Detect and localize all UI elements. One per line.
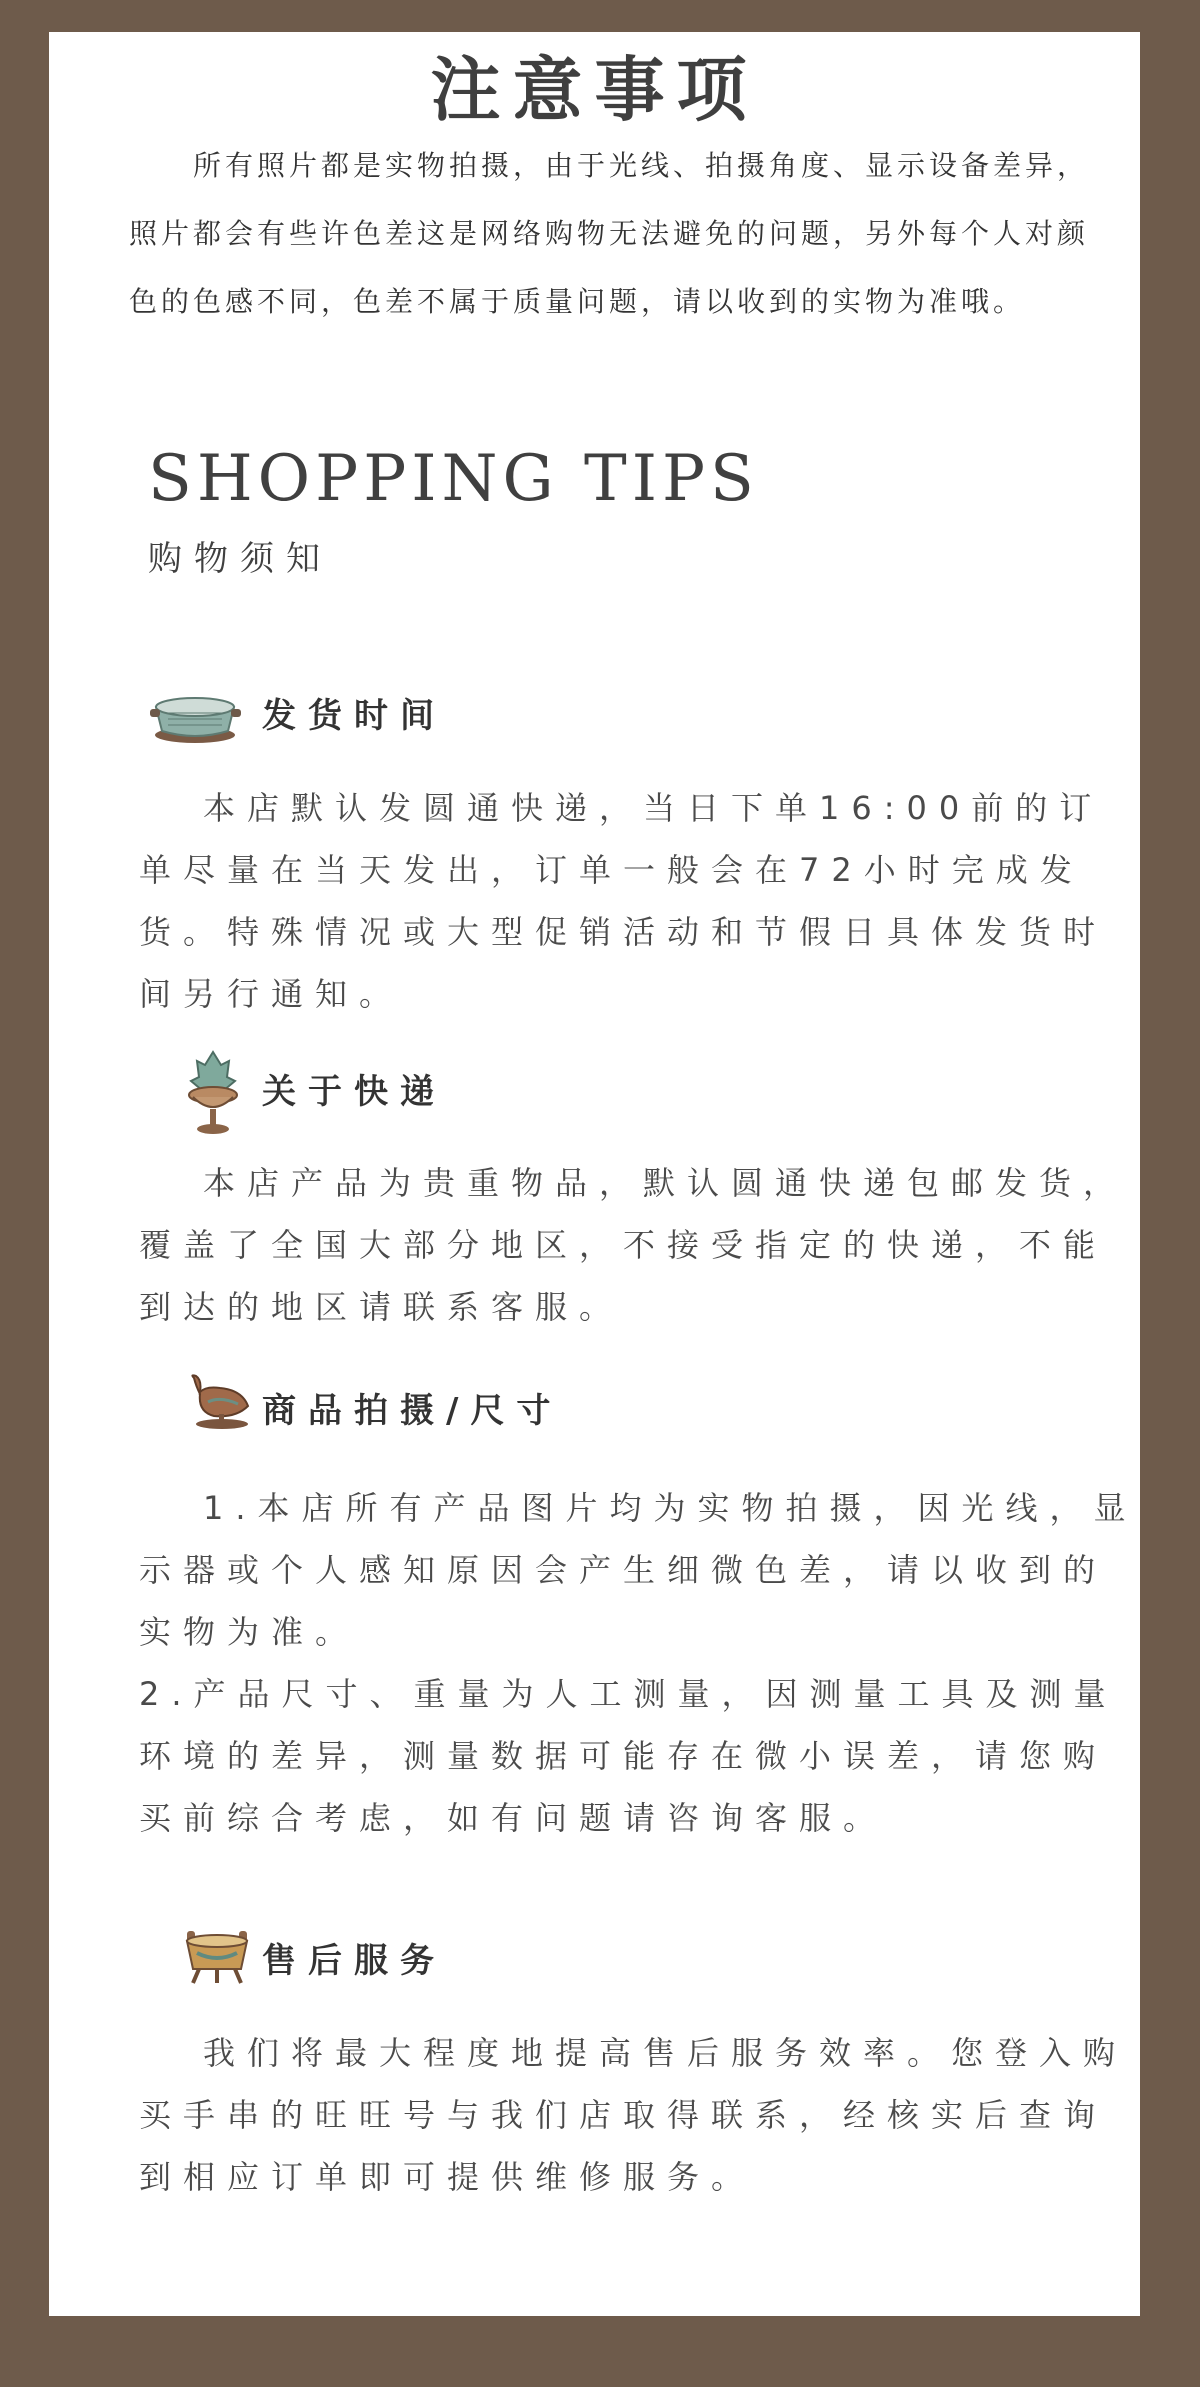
section-title-delivery: 关于快递: [262, 1072, 446, 1112]
section-body-after-sales: [139, 2022, 1139, 2208]
section-paragraph: 本店默认发圆通快递，当日下单16:00前的订单尽量在当天发出，订单一般会在72小时完成发货。特殊情况或大型促销活动和节假日具体发货时间另行通知。: [139, 789, 1108, 1013]
section-paragraph: 我们将最大程度地提高售后服务效率。您登入购买手串的旺旺号与我们店取得联系，经核实后查询到相应订单即可提供维修服务。: [139, 2034, 1128, 2196]
bird-vessel-icon: [186, 1372, 254, 1432]
section-title-shipping: 发货时间: [262, 696, 446, 736]
section-paragraph: 2.产品尺寸、重量为人工测量，因测量工具及测量环境的差异，测量数据可能存在微小误差，请您购买前综合考虑，如有问题请咨询客服。: [139, 1675, 1118, 1837]
section-title-after-sales: 售后服务: [262, 1941, 446, 1981]
section-paragraph: 本店产品为贵重物品，默认圆通快递包邮发货，覆盖了全国大部分地区，不接受指定的快递，不能到达的地区请联系客服。: [139, 1164, 1128, 1326]
section-body-shipping: [139, 777, 1139, 1025]
censer-icon: [183, 1047, 243, 1137]
bowl-icon: [148, 687, 243, 747]
notice-title: 注意事项: [430, 48, 759, 131]
section-paragraph: 1.本店所有产品图片均为实物拍摄，因光线，显示器或个人感知原因会产生细微色差，请以收到的实物为准。: [139, 1489, 1138, 1651]
tripod-icon: [181, 1927, 253, 1987]
section-body-photography: [139, 1477, 1139, 1849]
section-title-photography: 商品拍摄/尺寸: [262, 1391, 563, 1431]
notice-body: 所有照片都是实物拍摄，由于光线、拍摄角度、显示设备差异，照片都会有些许色差这是网络购物无法避免的问题，另外每个人对颜色的色感不同，色差不属于质量问题，请以收到的实物为准哦。: [129, 149, 1090, 318]
shopping-tips-subtitle: 购物须知: [148, 539, 332, 579]
shopping-tips-title: SHOPPING TIPS: [148, 442, 759, 516]
section-body-delivery: [139, 1152, 1139, 1338]
content-card: [49, 32, 1140, 2316]
